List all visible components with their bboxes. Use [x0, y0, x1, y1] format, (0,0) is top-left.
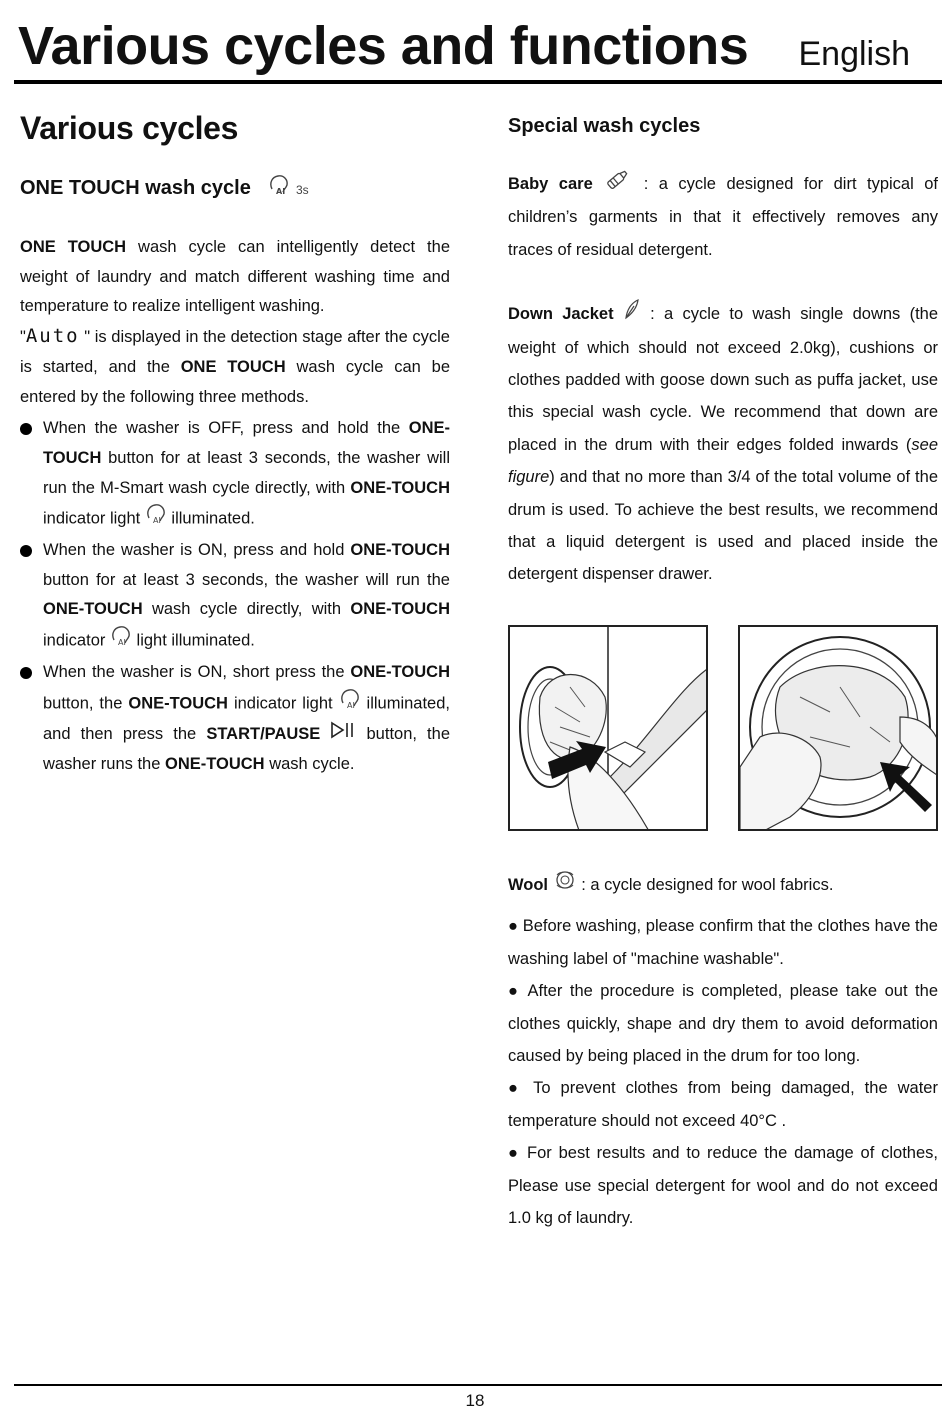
one-touch-heading-text: ONE TOUCH wash cycle: [20, 176, 251, 199]
bullet-dot: [20, 423, 32, 435]
one-touch-intro: [20, 233, 450, 322]
bullet-bold: ONE-TOUCH: [350, 662, 450, 681]
bullet-text: When the washer is ON, short press the: [43, 662, 351, 681]
one-touch-ai-icon: [268, 174, 290, 203]
wool-paragraph: [508, 869, 938, 902]
list-item: [20, 414, 450, 536]
bullet-text: light illuminated.: [131, 631, 255, 650]
bullet-bold: ONE-TOUCH: [128, 694, 228, 713]
one-touch-ai-icon: [110, 625, 132, 658]
one-touch-ai-icon: [339, 688, 361, 721]
one-touch-icon-caption: 3s: [295, 182, 309, 197]
wool-text: : a cycle designed for wool fabrics.: [576, 875, 834, 894]
wool-label: Wool: [508, 875, 549, 894]
footer-divider: [14, 1384, 942, 1386]
bullet-text: indicator: [43, 631, 110, 650]
figure-folding-edges: [738, 625, 938, 831]
svg-text:AI: AI: [117, 638, 126, 648]
auto-text-end: wash cycle can be entered by the following three methods.: [20, 357, 451, 406]
page-header: [18, 14, 942, 86]
page-title: Various cycles and functions: [18, 16, 749, 76]
svg-text:AI: AI: [346, 700, 355, 710]
bullet-text: When the washer is OFF, press and hold the: [43, 419, 409, 438]
list-item: ● Before washing, please confirm that the clothes have the washing label of "machine washable".: [508, 917, 938, 968]
auto-display: Auto: [25, 325, 80, 348]
intro-bold: ONE TOUCH: [20, 238, 127, 256]
bullet-dot: [20, 545, 32, 557]
down-jacket-figures: [508, 625, 938, 845]
header-divider: [14, 80, 942, 84]
left-column: [20, 108, 450, 780]
bullet-text: When the washer is ON, press and hold: [43, 541, 351, 560]
bullet-bold: ONE-TOUCH: [350, 478, 450, 497]
auto-bold: ONE TOUCH: [180, 357, 286, 376]
loading-drum-illustration: [510, 627, 708, 831]
bullet-bold: ONE-TOUCH: [164, 755, 265, 774]
svg-text:AI: AI: [276, 187, 286, 196]
folding-edges-illustration: [740, 627, 938, 831]
one-touch-ai-icon: [145, 503, 167, 536]
page-number: 18: [465, 1391, 485, 1410]
wool-bullet-text: After the procedure is completed, please take out the clothes quickly, shape and dry them to avoid deformation caused by being placed in the drum for too long.: [508, 982, 938, 1065]
list-item: ● For best results and to reduce the damage of clothes, Please use special detergent for wool and do not exceed 1.0 kg of laundry.: [508, 1144, 938, 1227]
wool-bullet-text: For best results and to reduce the damage of clothes, Please use special detergent for wool and do not exceed 1.0 kg of laundry.: [508, 1144, 938, 1227]
list-item: ● To prevent clothes from being damaged, the water temperature should not exceed 40°C .: [508, 1079, 938, 1130]
bullet-bold: ONE-TOUCH: [43, 419, 450, 467]
bullet-text: wash cycle.: [264, 755, 355, 774]
down-jacket-paragraph: [508, 298, 938, 591]
bullet-text: illuminated.: [166, 510, 255, 529]
down-jacket-label: Down Jacket: [508, 305, 614, 324]
wool-bullets-list: [508, 910, 938, 1234]
bullet-text: illuminated, and then press the: [43, 694, 450, 744]
one-touch-heading: [20, 174, 450, 203]
down-jacket-text-1: : a cycle to wash single downs (the weight of which should not exceed 2.0kg), cushions or clothes padded with goose down such as puffa jacket, use this special wash cycle. We recommend that down are placed in the drum with their edges folded inwards (: [508, 305, 939, 454]
bullet-text: button, the washer runs the: [43, 725, 450, 774]
bullet-dot: [20, 667, 32, 679]
down-jacket-text-2: ) and that no more than 3/4 of the total volume of the drum is used. To achieve the best results, we recommend that a liquid detergent is used and placed inside the detergent dispenser drawer.: [508, 468, 938, 584]
down-jacket-italic: see figure: [508, 435, 938, 487]
bullet-text: indicator light: [43, 510, 145, 529]
bullet-text: indicator light: [227, 694, 339, 713]
baby-care-paragraph: [508, 168, 938, 266]
feather-icon: [623, 298, 641, 331]
figure-loading-drum: [508, 625, 708, 831]
bullet-bold: ONE-TOUCH: [43, 600, 143, 619]
list-item: ● After the procedure is completed, please take out the clothes quickly, shape and dry them to avoid deformation caused by being placed in the drum for too long.: [508, 982, 938, 1065]
wool-icon: [553, 869, 577, 902]
list-item: [20, 658, 450, 780]
start-pause-icon: [330, 720, 356, 750]
language-label: English: [798, 35, 910, 73]
wool-bullet-text: Before washing, please confirm that the clothes have the washing label of "machine washable".: [508, 917, 938, 968]
special-wash-cycles-title: Special wash cycles: [508, 115, 701, 137]
bullet-text: wash cycle directly, with: [142, 600, 351, 619]
intro-text: wash cycle can intelligently detect the weight of laundry and match different washing time and temperature to realize intelligent washing.: [20, 238, 450, 316]
bullet-bold: START/PAUSE: [206, 725, 321, 744]
baby-bottle-icon: [603, 168, 633, 201]
bullet-bold: ONE-TOUCH: [350, 541, 450, 560]
bullet-bold: ONE-TOUCH: [350, 600, 450, 619]
bullet-text: button, the: [43, 694, 129, 713]
bullet-text: button for at least 3 seconds, the washer will run the M-Smart wash cycle directly, with: [43, 448, 450, 497]
right-column: [508, 112, 938, 1234]
auto-display-paragraph: [20, 322, 450, 412]
bullet-text: button for at least 3 seconds, the washer will run the: [43, 570, 450, 589]
list-item: [20, 536, 450, 658]
baby-care-text: : a cycle designed for dirt typical of children’s garments in that it effectively removes any traces of residual detergent.: [508, 175, 938, 259]
auto-text: " is displayed in the detection stage after the cycle is started, and the: [20, 328, 450, 376]
auto-quote-open: ": [20, 328, 26, 347]
one-touch-methods-list: [20, 414, 450, 780]
section-title-various-cycles: Various cycles: [20, 110, 239, 146]
wool-bullet-text: To prevent clothes from being damaged, the water temperature should not exceed 40°C .: [508, 1079, 938, 1130]
baby-care-label: Baby care: [508, 175, 593, 194]
svg-text:AI: AI: [152, 516, 161, 526]
